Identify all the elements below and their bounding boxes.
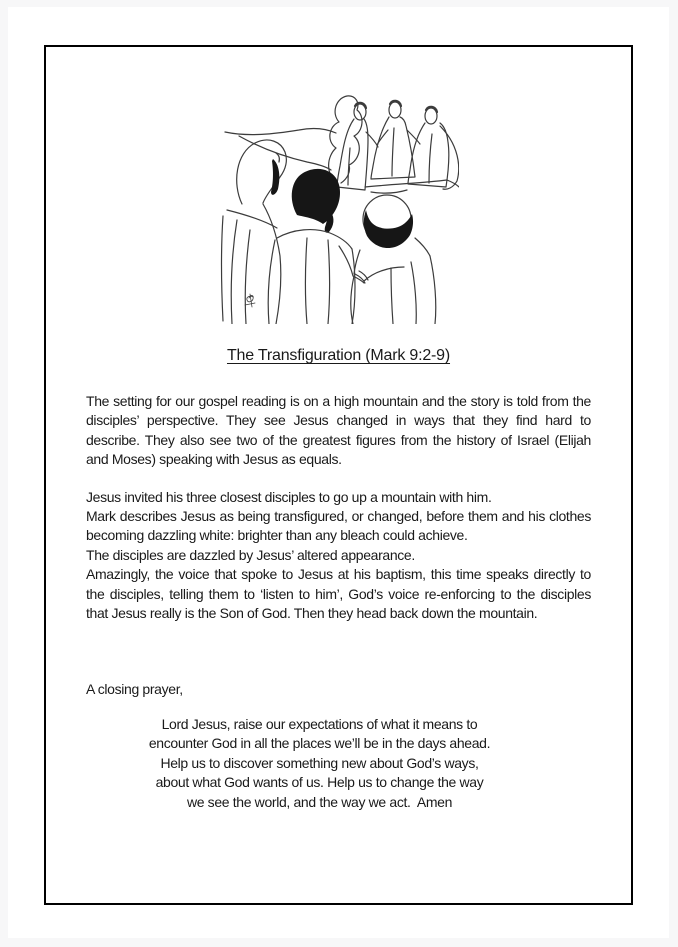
page-title bbox=[86, 346, 591, 366]
prayer-line: about what God wants of us. Help us to change the way bbox=[155, 774, 484, 791]
closing-prayer-label: A closing prayer, bbox=[86, 681, 183, 698]
prayer-line: encounter God in all the places we’ll be in the days ahead. bbox=[148, 735, 491, 752]
page-border-frame bbox=[44, 45, 633, 905]
document-page bbox=[8, 7, 669, 938]
transfiguration-line-drawing-icon bbox=[219, 86, 459, 324]
prayer-line: Lord Jesus, raise our expectations of what it means to bbox=[161, 715, 478, 732]
intro-paragraph: The setting for our gospel reading is on a high mountain and the story is told from the disciples’ perspective. They see Jesus changed in ways that they find hard to describe. They also see two of the greatest figures from the history of Israel (Elijah and Moses) speaking with Jesus as equals. bbox=[86, 393, 591, 468]
prayer-line: we see the world, and the way we act. Amen bbox=[186, 793, 453, 810]
body-paragraph: The disciples are dazzled by Jesus’ altered appearance. bbox=[86, 546, 415, 563]
transfiguration-illustration bbox=[219, 86, 459, 324]
closing-prayer bbox=[86, 715, 591, 812]
body-paragraph: Jesus invited his three closest disciples to go up a mountain with him. bbox=[86, 488, 492, 505]
prayer-line: Help us to discover something new about God’s ways, bbox=[160, 754, 479, 771]
page-title-text: The Transfiguration (Mark 9:2-9) bbox=[226, 347, 451, 364]
body-paragraphs bbox=[86, 488, 591, 624]
artist-signature bbox=[245, 294, 255, 307]
body-paragraph: Amazingly, the voice that spoke to Jesus at his baptism, this time speaks directly to the disciples, telling them to ‘listen to him’, God’s voice re-enforcing to the disciples that Jesus really is the Son of God. Then they head back down the mountain. bbox=[86, 566, 591, 622]
body-paragraph: Mark describes Jesus as being transfigured, or changed, before them and his clothes becoming dazzling white: brighter than any bleach could achieve. bbox=[86, 508, 591, 544]
